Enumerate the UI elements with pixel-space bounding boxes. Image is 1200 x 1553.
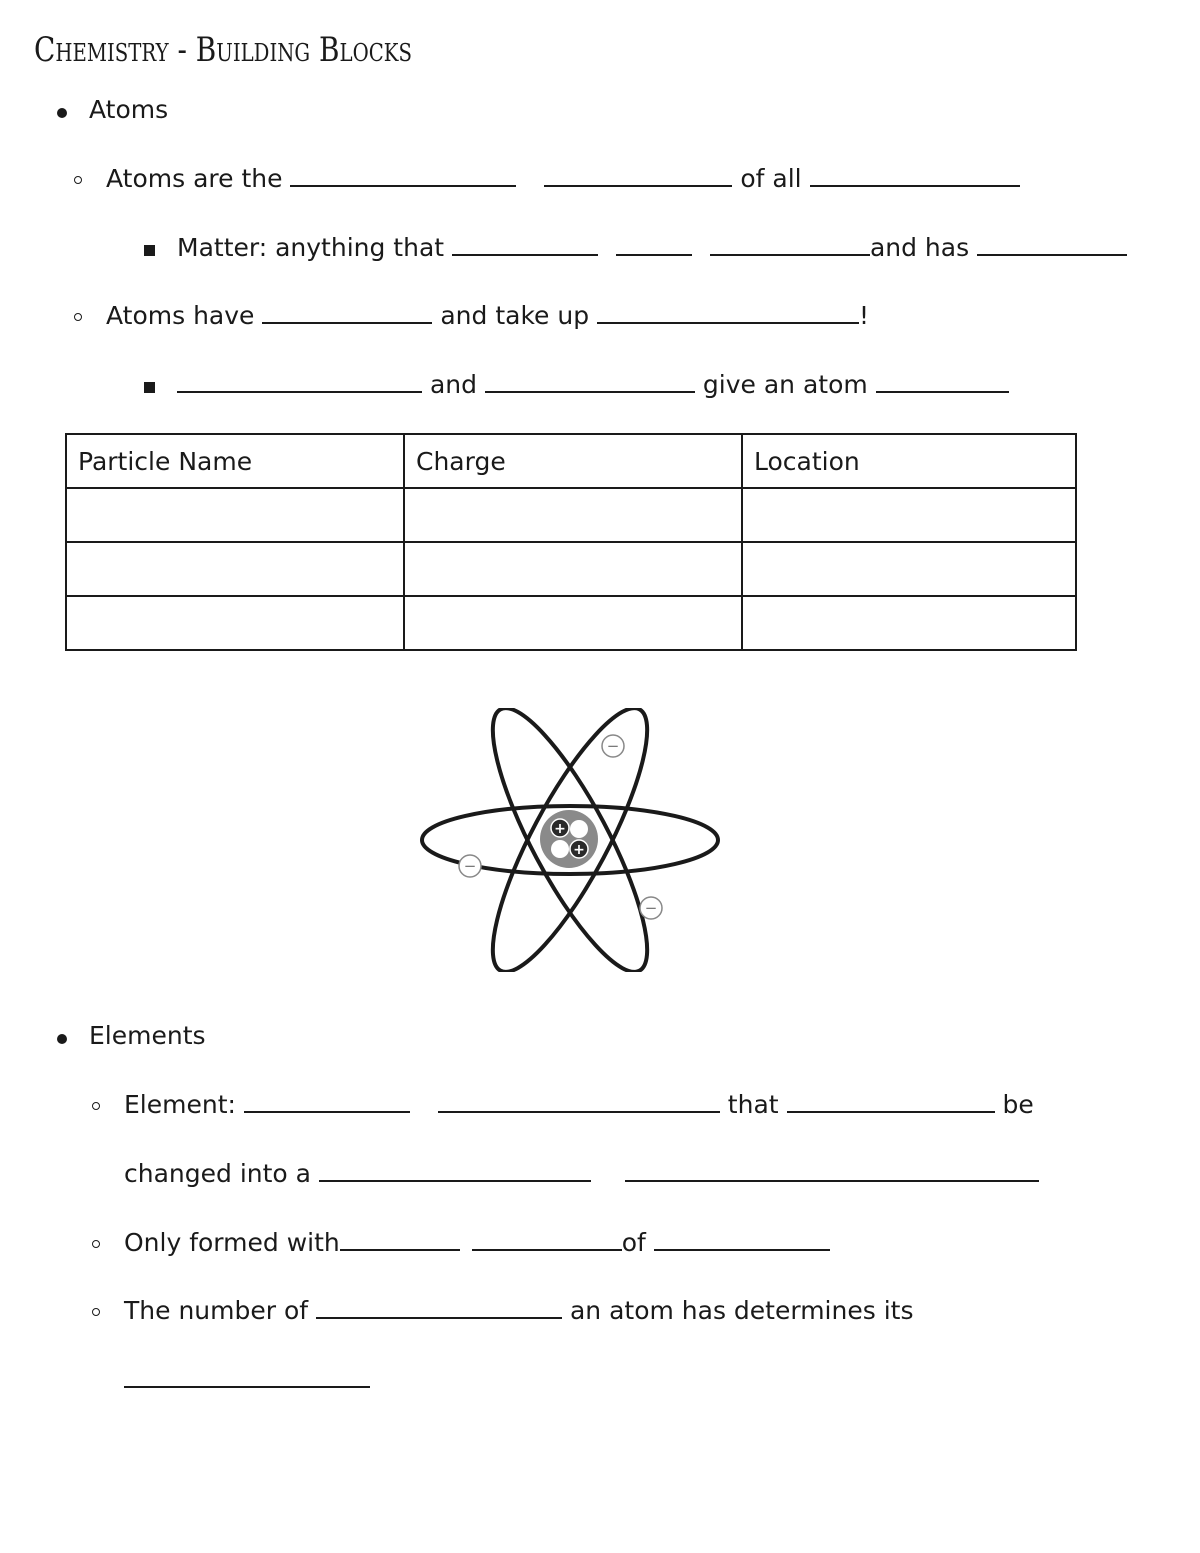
text: Atoms have: [106, 301, 255, 330]
blank[interactable]: [290, 163, 516, 187]
blank[interactable]: [710, 232, 870, 256]
blank[interactable]: [177, 369, 422, 393]
text: Only formed with: [124, 1228, 340, 1257]
blank[interactable]: [316, 1295, 562, 1319]
text: Atoms are the: [106, 164, 283, 193]
blank[interactable]: [810, 163, 1020, 187]
blank[interactable]: [977, 232, 1127, 256]
blank[interactable]: [616, 232, 692, 256]
table-cell[interactable]: [742, 596, 1076, 650]
blank[interactable]: [876, 369, 1009, 393]
svg-text:−: −: [644, 899, 658, 917]
table-header-row: [66, 434, 1076, 488]
proton: [570, 840, 588, 858]
electron: [459, 855, 481, 877]
heading-elements: Elements: [89, 1021, 206, 1050]
elements-line-1: [124, 1089, 1034, 1120]
particle-table: [65, 433, 1077, 651]
heading-atoms: Atoms: [89, 95, 169, 124]
blank[interactable]: [262, 300, 432, 324]
electron: [640, 897, 662, 919]
text: of: [621, 1228, 646, 1257]
table-cell[interactable]: [66, 542, 404, 596]
blank[interactable]: [244, 1089, 410, 1113]
text: and: [429, 370, 477, 399]
table-cell[interactable]: [404, 596, 742, 650]
bullet-circle: [74, 176, 82, 184]
text: Matter: anything that: [177, 233, 445, 262]
blank[interactable]: [625, 1158, 1039, 1182]
neutron: [551, 840, 569, 858]
text: and has: [869, 233, 970, 262]
column-header: Charge: [404, 434, 742, 488]
bullet-square: [144, 245, 155, 256]
text: The number of: [124, 1296, 309, 1325]
blank[interactable]: [787, 1089, 995, 1113]
blank[interactable]: [438, 1089, 720, 1113]
elements-line-4: [124, 1295, 913, 1326]
svg-text:+: +: [573, 842, 585, 858]
bullet-disc: [57, 1034, 67, 1044]
atoms-line-3: [106, 300, 869, 331]
blank[interactable]: [654, 1227, 830, 1251]
svg-text:−: −: [606, 737, 620, 755]
text: an atom has determines its: [569, 1296, 914, 1325]
bullet-disc: [57, 108, 67, 118]
table-row: [66, 488, 1076, 542]
table-cell[interactable]: [404, 542, 742, 596]
bullet-square: [144, 382, 155, 393]
blank[interactable]: [452, 232, 598, 256]
page-title: Chemistry - Building Blocks: [34, 30, 412, 70]
blank[interactable]: [485, 369, 695, 393]
elements-line-3: [124, 1227, 830, 1258]
bullet-circle: [92, 1102, 100, 1110]
atom-icon: [410, 708, 730, 972]
table-row: [66, 542, 1076, 596]
table-cell[interactable]: [66, 488, 404, 542]
atoms-line-2: [177, 232, 1127, 263]
table-cell[interactable]: [66, 596, 404, 650]
neutron: [570, 820, 588, 838]
table-row: [66, 596, 1076, 650]
bullet-circle: [92, 1308, 100, 1316]
table-cell[interactable]: [742, 488, 1076, 542]
blank[interactable]: [340, 1227, 460, 1251]
elements-line-5: [124, 1364, 370, 1395]
bullet-circle: [74, 313, 82, 321]
blank[interactable]: [597, 300, 859, 324]
text: that: [727, 1090, 779, 1119]
blank[interactable]: [544, 163, 732, 187]
text: !: [859, 301, 870, 330]
text: and take up: [440, 301, 590, 330]
electron: [602, 735, 624, 757]
blank[interactable]: [319, 1158, 591, 1182]
atoms-line-4: [177, 369, 1009, 400]
text: changed into a: [124, 1159, 311, 1188]
table-cell[interactable]: [742, 542, 1076, 596]
svg-text:+: +: [554, 821, 566, 837]
text: of all: [740, 164, 802, 193]
column-header: Particle Name: [66, 434, 404, 488]
text: Element:: [124, 1090, 236, 1119]
column-header: Location: [742, 434, 1076, 488]
table-cell[interactable]: [404, 488, 742, 542]
elements-line-2: [124, 1158, 1039, 1189]
text: give an atom: [702, 370, 868, 399]
proton: [551, 819, 569, 837]
nucleus: [540, 810, 598, 868]
text: be: [1002, 1090, 1034, 1119]
bullet-circle: [92, 1240, 100, 1248]
svg-text:−: −: [463, 857, 477, 875]
atoms-line-1: [106, 163, 1020, 194]
blank[interactable]: [472, 1227, 622, 1251]
blank[interactable]: [124, 1364, 370, 1388]
